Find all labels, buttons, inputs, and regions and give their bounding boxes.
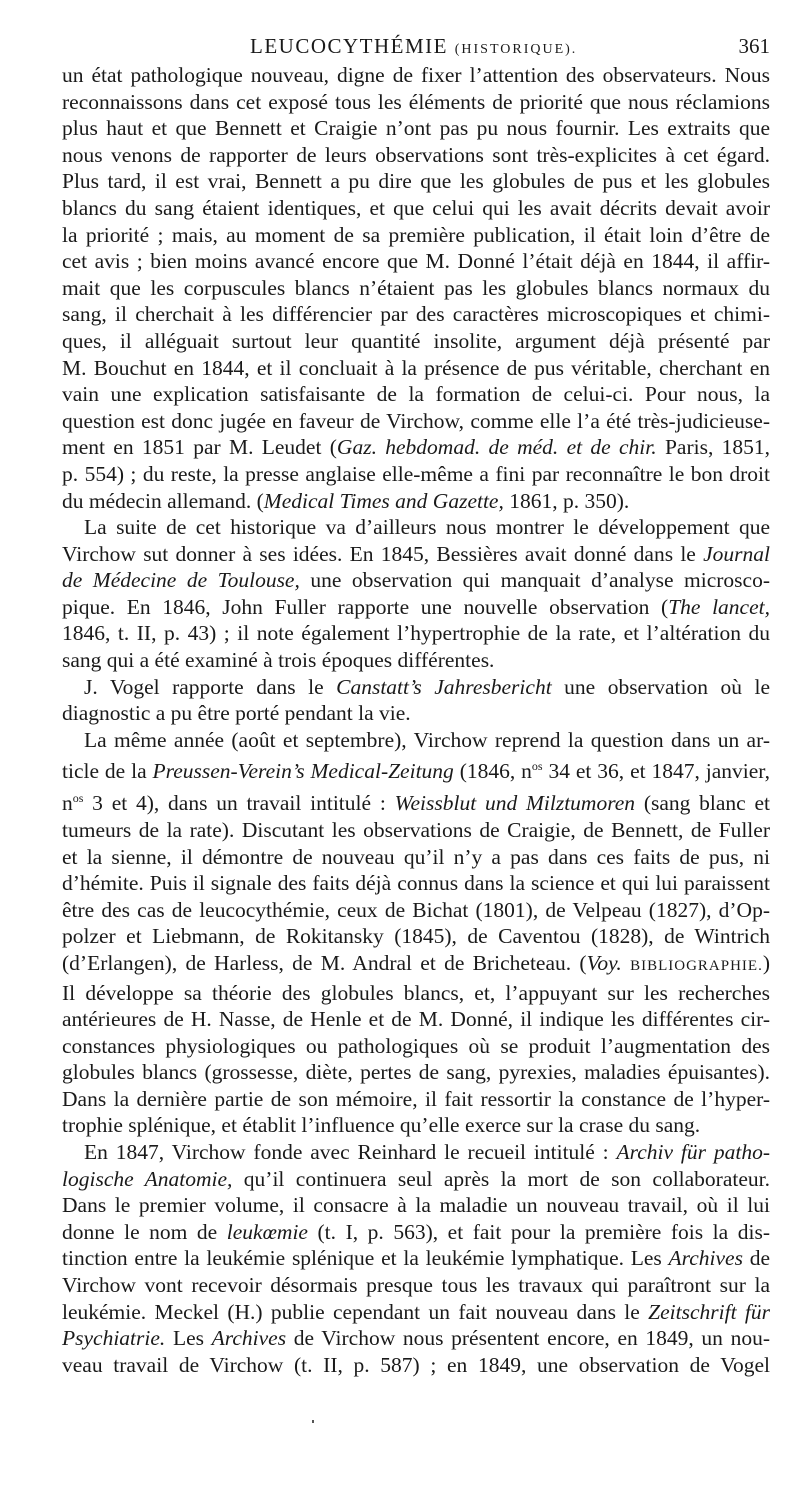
text-line: être des cas de leucocythémie, ceux de Bichat (1801), de Velpeau (1827), d’Op- [62,897,770,922]
text-line: diagnostic a pu être porté pendant la vie. [62,701,411,726]
text-run: de Virchow nous présentent encore, en 1849, un nou- [286,1326,770,1351]
running-title [250,34,577,59]
text-line [62,1245,770,1272]
citation-title: Archives [668,1246,743,1271]
running-title-text: LEUCOCYTHÉMIE [250,34,448,58]
running-head [62,30,770,62]
citation-title: Psychiatrie. [62,1326,166,1351]
text-line: La même année (août et septembre), Virchow reprend la question dans un ar- [84,727,770,752]
body-text [62,62,770,1378]
text-line [62,567,770,594]
citation-title: Archiv für patho- [616,1140,770,1165]
superscript: os [72,791,84,806]
text-line [62,674,770,701]
text-line: polzer et Liebmann, de Rokitansky (1845), de Caventou (1828), de Wintrich [62,924,770,949]
text-run: ment en 1851 par M. Leudet ( [62,435,337,460]
text-run: (sang blanc et [635,791,770,816]
text-line: Virchow vont recevoir désormais presque tous les travaux qui paraîtront sur la [62,1273,770,1298]
text-run: Paris, 1851, [656,435,771,460]
text-line: p. 554) ; du reste, la presse anglaise elle-même a fini par reconnaître le bon droit [62,461,770,486]
text-line: vain une explication satisfaisante de la formation de celui-ci. Pour nous, la [62,382,770,407]
citation-title: leukœmie [226,1219,308,1244]
page-number: 361 [738,34,770,58]
text-line: 1846, t. II, p. 43) ; il note également l’hypertrophie de la rate, et l’altération du [62,621,770,646]
text-run: En 1847, Virchow fonde avec Reinhard le recueil intitulé : [84,1140,617,1165]
text-run: n [62,791,73,816]
text-run: ticle de la [62,759,153,784]
text-line: antérieures de H. Nasse, de Henle et de M. Donné, il indique les différentes cir- [62,1007,770,1032]
citation-title: Archives [211,1326,287,1351]
text-run: (d’Erlangen), de Harless, de M. Andral et de Bricheteau. ( [62,950,587,975]
text-line [62,541,770,568]
superscript: os [531,759,543,774]
text-line: et la sienne, il démontre de nouveau qu’il n’y a pas dans ces faits de pus, ni [62,844,770,869]
text-run [622,951,630,975]
text-line: plus haut et que Bennett et Craigie n’ont pas pu nous fournir. Les extraits que [62,116,770,141]
text-run: pique. En 1846, John Fuller rapporte une nouvelle observation ( [62,594,669,619]
citation-title: Zeitschrift für [648,1299,770,1324]
text-line: la priorité ; mais, au moment de sa première publication, il était loin d’être de [62,222,770,247]
text-line: blancs du sang étaient identiques, et que celui qui les avait décrits devait avoir [62,195,770,220]
text-line: reconnaissons dans cet exposé tous les éléments de priorité que nous réclamions [62,89,770,114]
citation-title: Gaz. hebdomad. de méd. et de chir. [336,435,657,460]
text-run: leukémie. Meckel (H.) publie cependant un fait nouveau dans le [62,1299,649,1324]
text-line: cet avis ; bien moins avancé encore que M. Donné l’était déjà en 1844, il affir- [62,249,770,274]
text-run: ) [762,950,770,975]
text-line [62,1139,770,1166]
text-run: 3 et 4), dans un travail intitulé : [83,791,395,816]
text-line [62,785,770,817]
text-line: M. Bouchut en 1844, et il concluait à la présence de pus véritable, cherchant en [62,355,770,380]
text-run: (1846, n [453,759,532,784]
citation-title: The lancet, [668,594,770,619]
running-subtitle: (HISTORIQUE). [454,42,578,57]
text-line: question est donc jugée en faveur de Virchow, comme elle l’a été très-judicieuse- [62,408,770,433]
citation-title: logische Anatomie, [62,1166,233,1191]
text-run: Virchow sut donner à ses idées. En 1845, Bessières avait donné dans le [62,541,704,566]
text-line [62,1299,770,1326]
text-line [62,1325,770,1352]
text-line [62,753,770,785]
text-run: J. Vogel rapporte dans le [84,674,337,699]
text-line: veau travail de Virchow (t. II, p. 587) ; en 1849, une observation de Vogel [62,1352,770,1377]
text-run: qu’il continuera seul après la mort de son collaborateur. [232,1166,771,1191]
text-run: donne le nom de [62,1219,227,1244]
text-line [62,1219,770,1246]
text-run: Les [165,1326,212,1351]
citation-title: Canstatt’s Jahresbericht [336,674,552,699]
book-page [62,30,770,1378]
text-line: Plus tard, il est vrai, Bennett a pu dire que les globules de pus et les globules [62,169,770,194]
citation-title: Weissblut und Milztumoren [394,791,636,816]
text-line: trophie splénique, et établit l’influence qu’elle exerce sur la crase du sang. [62,1113,701,1138]
text-line: Dans la dernière partie de son mémoire, il fait ressortir la constance de l’hyper- [62,1086,770,1111]
text-line: ques, il alléguait surtout leur quantité insolite, argument déjà présenté par [62,328,770,353]
text-line: globules blancs (grossesse, diète, pertes de sang, pyrexies, maladies épuisantes). [62,1060,770,1085]
text-run: 1861, p. 350). [503,488,630,513]
citation-title: de Médecine de Toulouse, [62,568,300,593]
text-line: tumeurs de la rate). Discutant les observations de Craigie, de Bennett, de Fuller [62,817,770,842]
text-line [62,1166,770,1193]
text-run: 34 et 36, et 1847, janvier, [542,759,770,784]
text-line: d’hémite. Puis il signale des faits déjà connus dans la science et qui lui paraissent [62,871,770,896]
text-run: une observation où le [551,674,770,699]
citation-title: Medical Times and Gazette, [263,488,504,513]
citation-title: Journal [703,541,770,566]
text-run: une observation qui manquait d’analyse microsco- [299,568,770,593]
text-line: sang, il cherchait à les différencier par des caractères microscopiques et chimi- [62,302,770,327]
citation-title: Preussen-Verein’s Medical-Zeitung [152,759,454,784]
text-line: nous venons de rapporter de leurs observations sont très-explicites à cet égard. [62,142,770,167]
scan-speck [312,1420,314,1423]
text-line [62,488,770,515]
text-line: Dans le premier volume, il consacre à la maladie un nouveau travail, où il lui [62,1193,770,1218]
text-run: tinction entre la leukémie splénique et la leukémie lymphatique. Les [62,1246,669,1271]
text-line: La suite de cet historique va d’ailleurs nous montrer le développement que [84,515,770,540]
text-run: du médecin allemand. ( [62,488,264,513]
text-line [62,950,770,980]
text-line: Il développe sa théorie des globules blancs, et, l’appuyant sur les recherches [62,980,770,1005]
citation-title: Voy. [586,950,622,975]
text-line: un état pathologique nouveau, digne de fixer l’attention des observateurs. Nous [62,63,770,87]
text-line: constances physiologiques ou pathologiques où se produit l’augmentation des [62,1033,770,1058]
text-line: sang qui a été examiné à trois époques différentes. [62,648,495,673]
text-line: mait que les corpuscules blancs n’étaient pas les globules blancs normaux du [62,275,770,300]
text-run: de [742,1246,770,1271]
text-run: (t. I, p. 563), et fait pour la première fois la dis- [307,1219,770,1244]
text-line [62,594,770,621]
text-line [62,434,770,461]
bibliographie-ref: BIBLIOGRAPHIE. [630,957,763,974]
